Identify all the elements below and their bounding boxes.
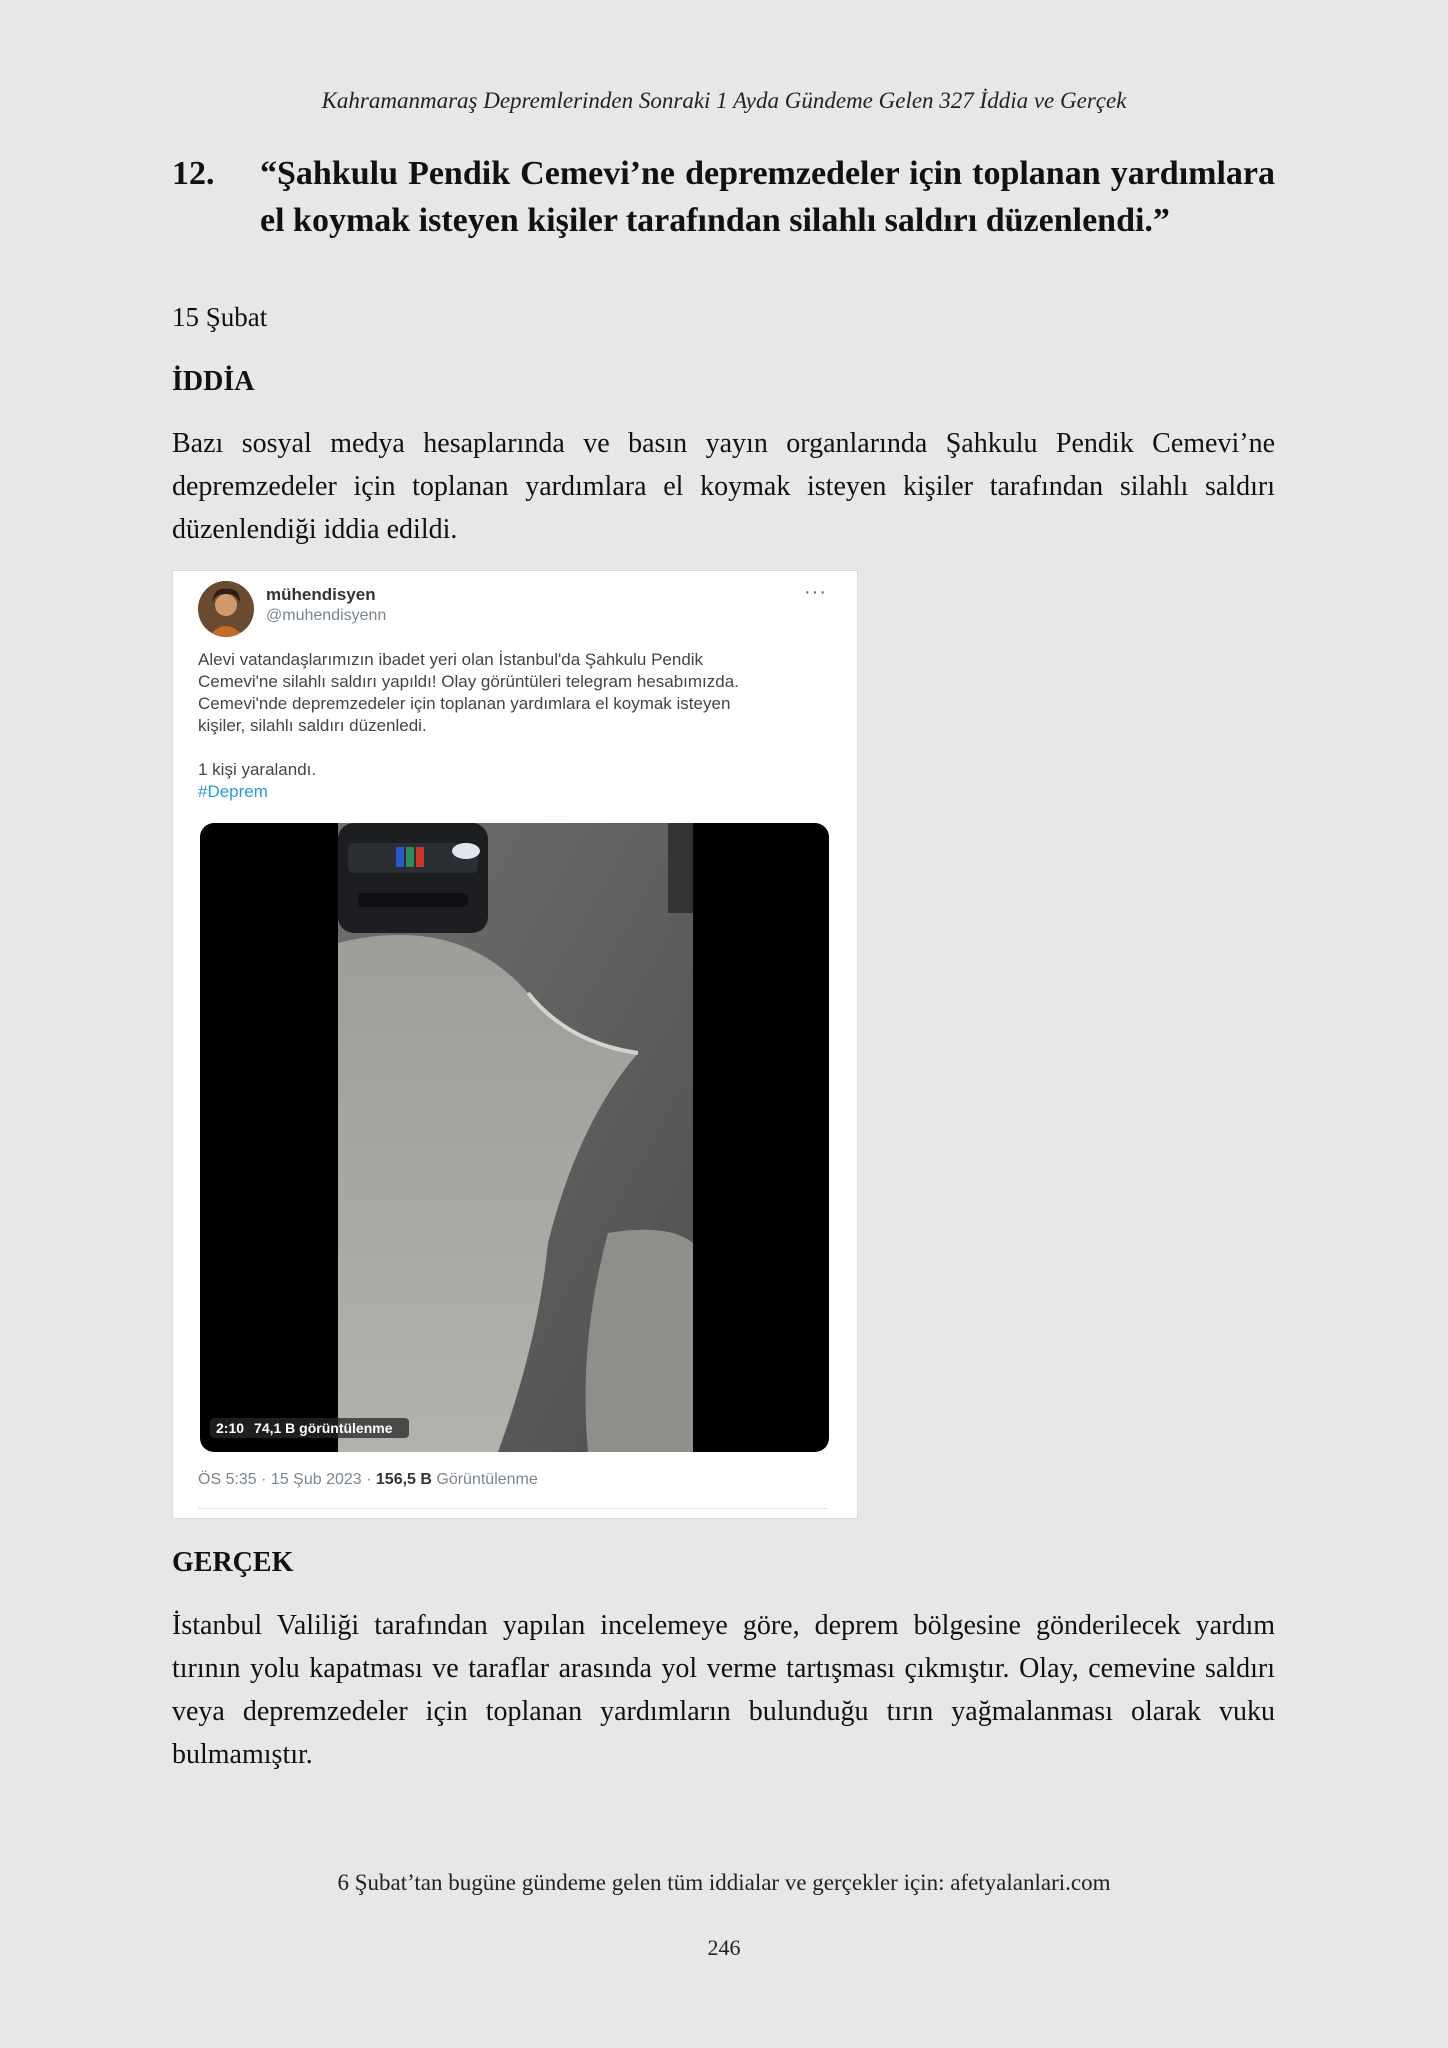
tweet-handle[interactable]: @muhendisyenn (266, 607, 387, 624)
site-footer-note: 6 Şubat’tan bugüne gündeme gelen tüm iddialar ve gerçekler için: afetyalanlari.com (337, 1870, 1111, 1895)
tweet-text-line: Alevi vatandaşlarımızın ibadet yeri olan İstanbul'da Şahkulu Pendik (198, 650, 704, 669)
claim-heading (172, 150, 1275, 244)
avatar (198, 581, 254, 637)
video-meta (210, 1418, 409, 1438)
tweet-text-line: kişiler, silahlı saldırı düzenledi. (198, 716, 427, 735)
tweet-video[interactable] (200, 823, 829, 1452)
hashtag-link[interactable]: #Deprem (198, 782, 268, 801)
tweet-views-label: Görüntülenme (431, 1471, 538, 1488)
claim-date: 15 Şubat (172, 302, 268, 332)
gercek-text: İstanbul Valiliği tarafından yapılan incelemeye göre, deprem bölgesine gönderilecek yardım tırının yolu kapatması ve taraflar arasında yol verme tartışması çıkmıştır. Olay, cemevine saldırı veya depremzedeler için toplanan yardımların bulunduğu tırın yağmalanması olarak vuku bulmamıştır. (172, 1610, 1275, 1770)
tweet-body (198, 649, 818, 803)
tweet-text-line: Cemevi'nde depremzedeler için toplanan yardımlara el koymak isteyen (198, 694, 731, 713)
video-views: 74,1 B görüntülenme (254, 1420, 393, 1436)
tweet-text-line: Cemevi'ne silahlı saldırı yapıldı! Olay görüntüleri telegram hesabımızda. (198, 672, 739, 691)
iddia-text: Bazı sosyal medya hesaplarında ve basın yayın organlarında Şahkulu Pendik Cemevi’ne depremzedeler için toplanan yardımlara el koymak isteyen kişiler tarafından silahlı saldırı düzenlendiği iddia edildi. (172, 428, 1275, 545)
tweet-divider (198, 1508, 828, 1509)
gercek-heading: GERÇEK (172, 1547, 294, 1578)
video-frame (338, 823, 693, 1452)
tweet-timestamp[interactable]: ÖS 5:35 · 15 Şub 2023 · (198, 1471, 376, 1488)
claim-number: 12. (172, 155, 215, 192)
more-options-icon[interactable]: ··· (804, 581, 827, 603)
page-number: 246 (707, 1935, 741, 1960)
tweet-screenshot (172, 570, 858, 1519)
video-duration: 2:10 (216, 1420, 245, 1436)
running-header: Kahramanmaraş Depremlerinden Sonraki 1 Ayda Gündeme Gelen 327 İddia ve Gerçek (321, 88, 1127, 113)
claim-title: “Şahkulu Pendik Cemevi’ne depremzedeler için toplanan yardımlara el koymak isteyen kişiler tarafından silahlı saldırı düzenlendi.” (260, 155, 1275, 239)
iddia-heading: İDDİA (172, 366, 255, 397)
tweet-display-name[interactable]: mühendisyen (266, 585, 376, 604)
tweet-total-views: 156,5 B (375, 1471, 432, 1488)
tweet-injured-line: 1 kişi yaralandı. (198, 760, 317, 779)
tweet-footer (198, 1471, 538, 1489)
